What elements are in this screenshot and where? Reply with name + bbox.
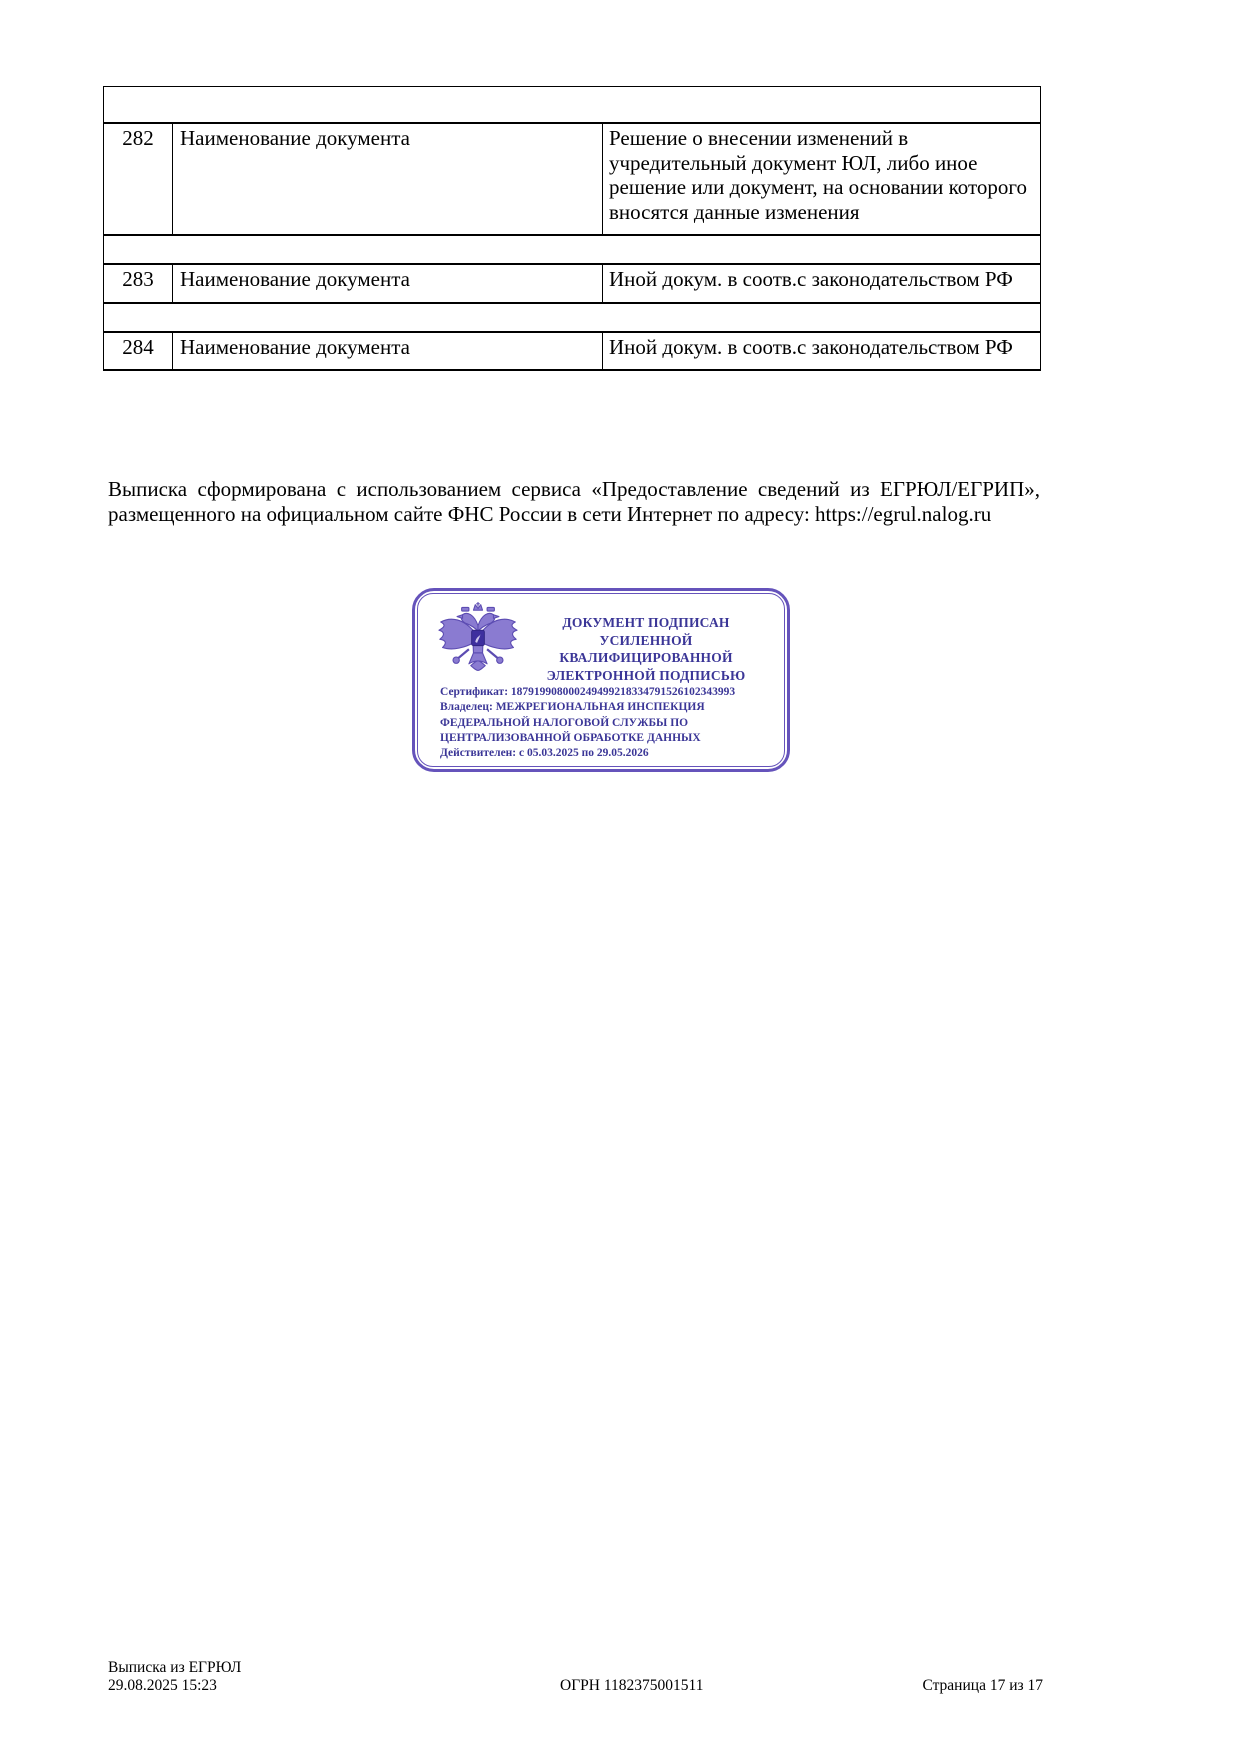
owner-value: МЕЖРЕГИОНАЛЬНАЯ ИНСПЕКЦИЯ ФЕДЕРАЛЬНОЙ НАЛОГОВОЙ СЛУЖБЫ ПО ЦЕНТРАЛИЗОВАННОЙ ОБРАБОТКЕ ДАННЫХ — [440, 701, 705, 745]
field-value-cell: Иной докум. в соотв.с законодательством РФ — [603, 264, 1041, 303]
coat-of-arms-icon — [432, 602, 524, 682]
page-footer — [108, 1657, 1043, 1695]
field-value-cell: Решение о внесении изменений в учредительный документ ЮЛ, либо иное решение или документ, на основании которого вносятся данные изменения — [603, 123, 1041, 235]
empty-cell — [104, 235, 1041, 264]
validity-label: Действителен: — [440, 747, 517, 760]
field-name-cell: Наименование документа — [173, 123, 603, 235]
empty-cell — [104, 87, 1041, 124]
field-name-cell: Наименование документа — [173, 264, 603, 303]
table-spacer-row — [104, 87, 1041, 124]
signature-stamp — [412, 588, 790, 772]
stamp-title-line1: ДОКУМЕНТ ПОДПИСАН — [562, 615, 730, 630]
validity-line — [440, 746, 766, 761]
owner-label: Владелец: — [440, 701, 493, 714]
stamp-title-line3: ЭЛЕКТРОННОЙ ПОДПИСЬЮ — [546, 667, 746, 683]
footer-ogrn: ОГРН 1182375001511 — [560, 1677, 704, 1695]
field-name-cell: Наименование документа — [173, 332, 603, 371]
certificate-value: 187919908000249499218334791526102343993 — [510, 686, 736, 699]
field-value-cell: Иной докум. в соотв.с законодательством РФ — [603, 332, 1041, 371]
validity-value: с 05.03.2025 по 29.05.2026 — [519, 747, 649, 760]
empty-cell — [104, 303, 1041, 332]
row-number-cell: 283 — [104, 264, 173, 303]
row-number-cell: 282 — [104, 123, 173, 235]
footer-page-number: Страница 17 из 17 — [922, 1677, 1043, 1695]
table-spacer-row — [104, 303, 1041, 332]
service-note: Выписка сформирована с использованием сервиса «Предоставление сведений из ЕГРЮЛ/ЕГРИП», размещенного на официальном сайте ФНС России в сети Интернет по адресу: https://egrul.nalog.ru — [108, 477, 1040, 526]
table-row — [104, 332, 1041, 371]
certificate-label: Сертификат: — [440, 686, 509, 699]
table-row — [104, 123, 1041, 235]
signature-stamp-inner — [417, 593, 785, 767]
footer-timestamp: 29.08.2025 15:23 — [108, 1677, 217, 1695]
owner-line — [440, 700, 766, 746]
table-spacer-row — [104, 235, 1041, 264]
certificate-line — [440, 685, 766, 700]
table-row — [104, 264, 1041, 303]
stamp-title-line2: УСИЛЕННОЙ КВАЛИФИЦИРОВАННОЙ — [559, 632, 733, 666]
footer-doc-type: Выписка из ЕГРЮЛ — [108, 1659, 242, 1677]
documents-table — [103, 86, 1041, 371]
row-number-cell: 284 — [104, 332, 173, 371]
